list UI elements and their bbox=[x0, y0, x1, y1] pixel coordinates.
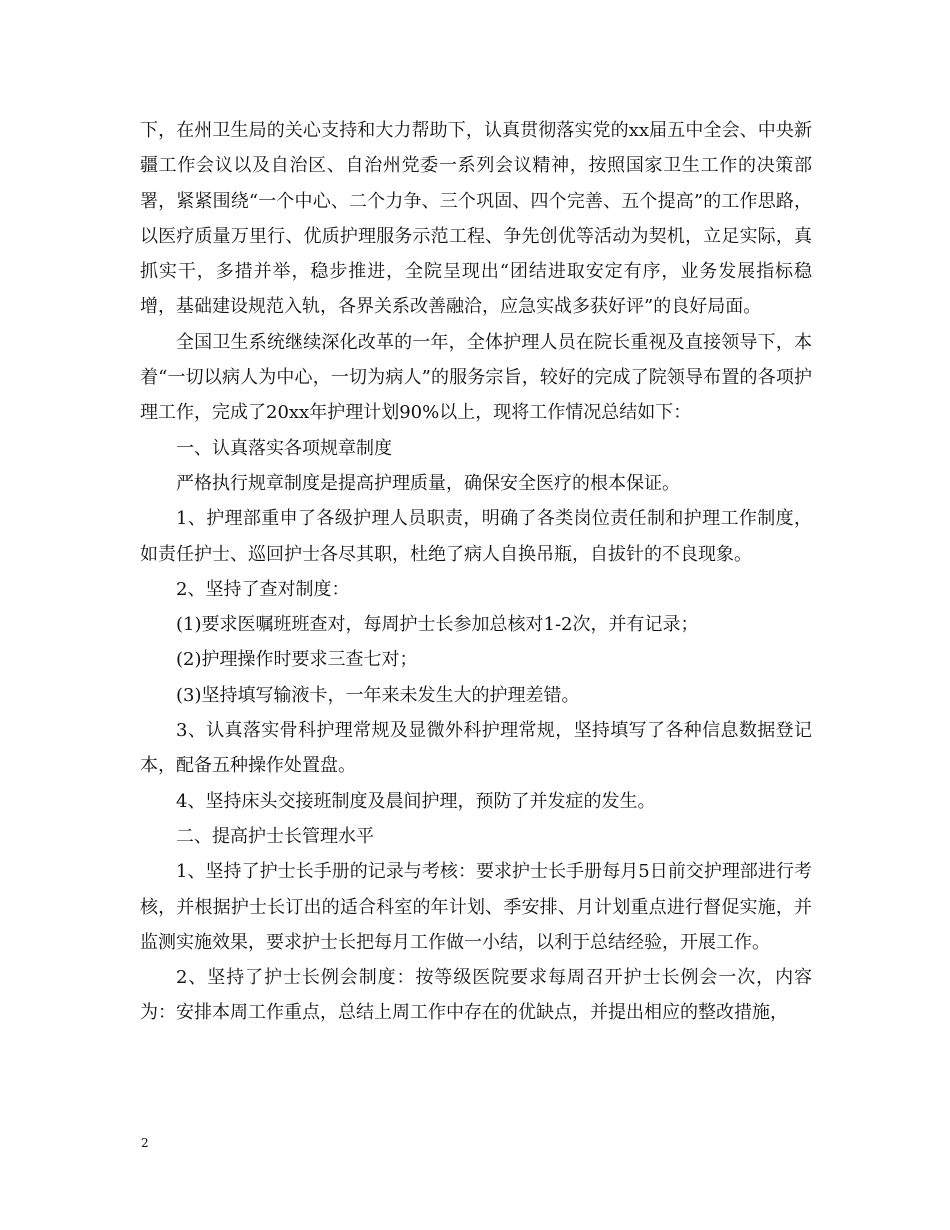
document-body bbox=[140, 113, 812, 1031]
sub-item-3: (3)坚持填写输液卡，一年来未发生大的护理差错。 bbox=[176, 684, 580, 706]
sub-item-1: (1)要求医嘱班班查对，每周护士长参加总核对1-2次，并有记录； bbox=[176, 614, 699, 636]
section-heading-1: 一、认真落实各项规章制度 bbox=[176, 437, 392, 459]
list-item-1: 1、护理部重申了各级护理人员职责，明确了各类岗位责任制和护理工作制度，如责任护士、巡回护士各尽其职，杜绝了病人自换吊瓶，自拔针的不良现象。 bbox=[140, 508, 812, 565]
sub-item-2: (2)护理操作时要求三查七对； bbox=[176, 649, 418, 671]
section-heading-2: 二、提高护士长管理水平 bbox=[176, 825, 374, 847]
paragraph-continuation: 下，在州卫生局的关心支持和大力帮助下，认真贯彻落实党的xx届五中全会、中央新疆工作会议以及自治区、自治州党委一系列会议精神，按照国家卫生工作的决策部署，紧紧围绕“一个中心、二个力争、三个巩固、四个完善、五个提高”的工作思路，以医疗质量万里行、优质护理服务示范工程、争先创优等活动为契机，立足实际，真抓实干，多措并举，稳步推进，全院呈现出“团结进取安定有序，业务发展指标稳增，基础建设规范入轨，各界关系改善融洽，应急实战多获好评”的良好局面。 bbox=[140, 120, 812, 318]
paragraph-intro: 全国卫生系统继续深化改革的一年，全体护理人员在院长重视及直接领导下，本着“一切以病人为中心，一切为病人”的服务宗旨，较好的完成了院领导布置的各项护理工作，完成了20xx年护理计划90%以上，现将工作情况总结如下： bbox=[140, 331, 812, 424]
list-item-5: 1、坚持了护士长手册的记录与考核：要求护士长手册每月5日前交护理部进行考核，并根据护士长订出的适合科室的年计划、季安排、月计划重点进行督促实施，并监测实施效果，要求护士长把每月工作做一小结，以利于总结经验，开展工作。 bbox=[140, 861, 812, 953]
paragraph-rules: 严格执行规章制度是提高护理质量，确保安全医疗的根本保证。 bbox=[176, 472, 680, 494]
list-item-4: 4、坚持床头交接班制度及晨间护理，预防了并发症的发生。 bbox=[176, 790, 656, 812]
list-item-6: 2、坚持了护士长例会制度：按等级医院要求每周召开护士长例会一次，内容为：安排本周工作重点，总结上周工作中存在的优缺点，并提出相应的整改措施， bbox=[140, 967, 812, 1024]
list-item-2: 2、坚持了查对制度： bbox=[176, 578, 350, 600]
page-number: 2 bbox=[141, 1136, 149, 1150]
list-item-3: 3、认真落实骨科护理常规及显微外科护理常规，坚持填写了各种信息数据登记本，配备五种操作处置盘。 bbox=[140, 720, 812, 777]
